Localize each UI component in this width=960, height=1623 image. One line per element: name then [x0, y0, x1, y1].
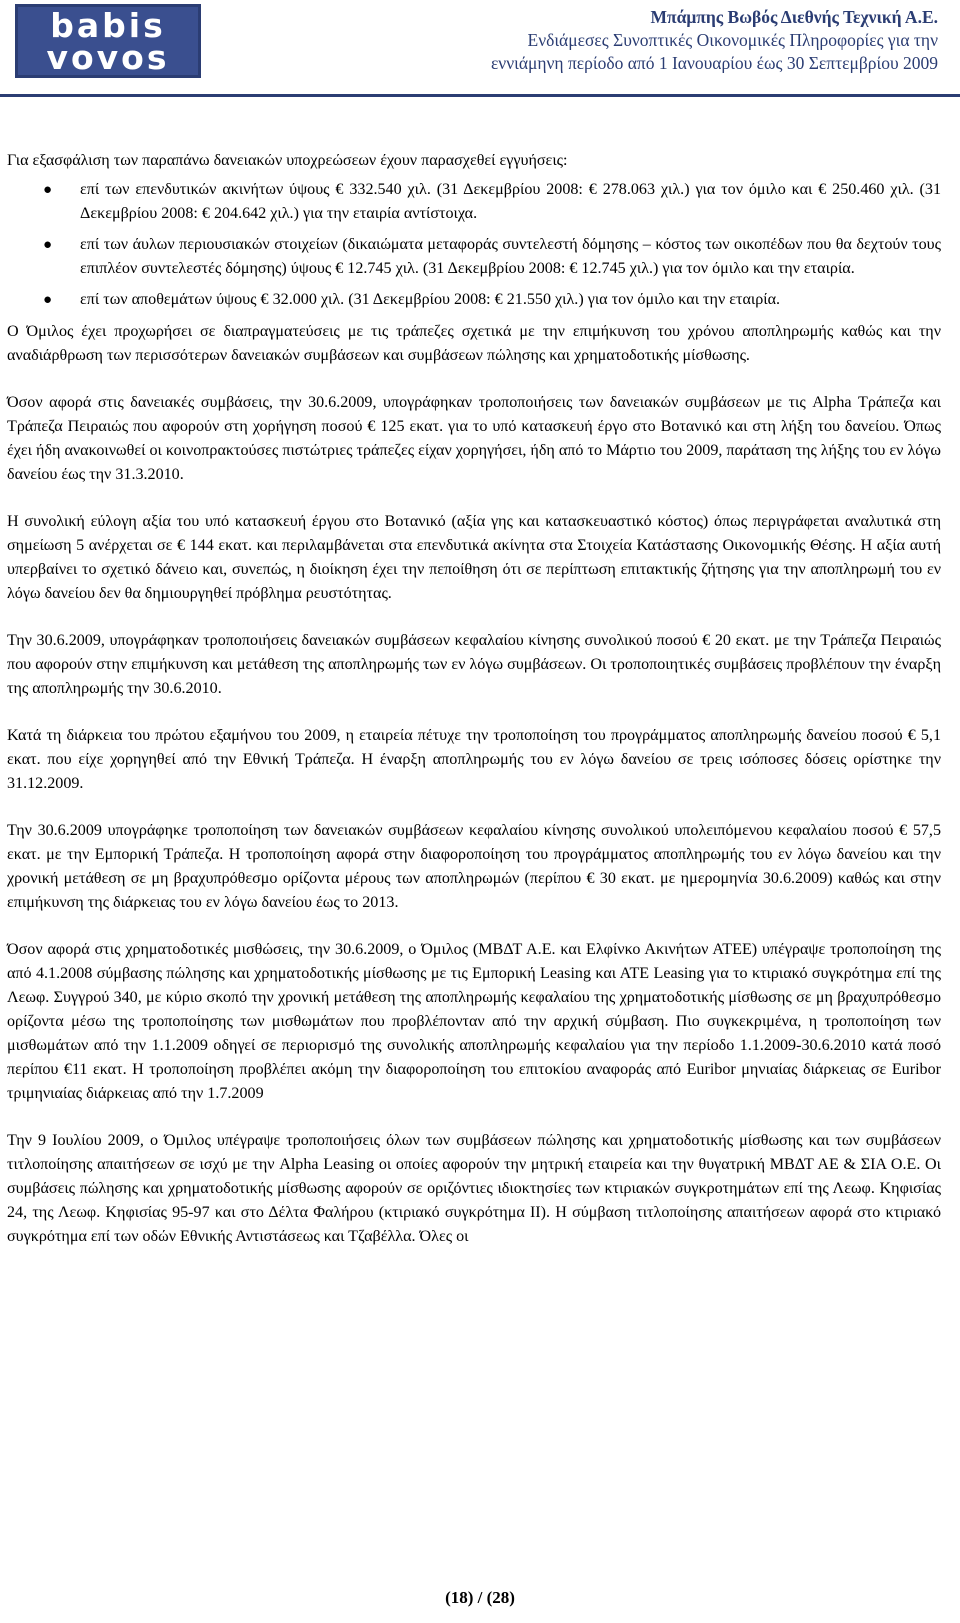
header-divider [0, 94, 960, 97]
paragraph-alpha-leasing: Την 9 Ιουλίου 2009, ο Όμιλος υπέγραψε τροποποιήσεις όλων των συμβάσεων πώλησης και χρηματοδοτικής μίσθωσης και των συμβάσεων τιτλοποίησης απαιτήσεων σε ισχύ με την Alpha Leasing οι οποίες αφορούν την μητρική εταιρεία και την θυγατρική ΜΒΔΤ ΑΕ & ΣΙΑ Ο.Ε. Οι συμβάσεις πώλησης και χρηματοδοτικής μίσθωσης αφορούν σε οριζόντιες ιδιοκτησίες των κτιριακών συγκροτημάτων επί της Λεωφ. Κηφισίας 24, της Λεωφ. Κηφισίας 95-97 και στο Δέλτα Φαλήρου (κτιριακό συγκρότημα ΙΙ). Η σύμβαση τιτλοποίησης απαιτήσεων αφορά στο κτιριακό συγκρότημα επί των οδών Εθνικής Αντιστάσεως και Τζαβέλλα. Όλες οι [7, 1132, 941, 1245]
bullet-icon: ● [43, 292, 53, 308]
bullet-icon: ● [43, 182, 53, 198]
paragraph-botaniko-value: Η συνολική εύλογη αξία του υπό κατασκευή έργου στο Βοτανικό (αξία γης και κατασκευαστικό κόστος) όπως περιγράφεται αναλυτικά στη σημείωση 5 ανέρχεται σε € 144 εκατ. και περιλαμβάνεται στα επενδυτικά ακίνητα στα Στοιχεία Κατάστασης Οικονομικής Θέσης. Η αξία αυτή υπερβαίνει το σχετικό δάνειο και, συνεπώς, η διοίκηση έχει την πεποίθηση ότι σε περίπτωση επιτακτικής ζήτησης για την αποπληρωμή του εν λόγω δανείου δεν θα δημιουργηθεί πρόβλημα ρευστότητας. [7, 513, 941, 602]
list-item [7, 233, 941, 281]
paragraph-loan-amendments: Όσον αφορά στις δανειακές συμβάσεις, την 30.6.2009, υπογράφηκαν τροποποιήσεις των δανειακών συμβάσεων με τις Alpha Τράπεζα και Τράπεζα Πειραιώς που αφορούν στη χορήγηση ποσού € 125 εκατ. για το υπό κατασκευή έργο στο Βοτανικό και στη λήξη του δανείου. Όπως έχει ήδη ανακοινωθεί οι κοινοπρακτούσες πιστώτριες τράπεζες είχαν χορηγήσει, ήδη από το Μάρτιο του 2009, παράταση της λήξης του εν λόγω δανείου έως την 31.3.2010. [7, 394, 941, 483]
paragraph-negotiations: Ο Όμιλος έχει προχωρήσει σε διαπραγματεύσεις με τις τράπεζες σχετικά με την επιμήκυνση του χρόνου αποπληρωμής καθώς και την αναδιάρθρωση των περισσότερων δανειακών συμβάσεων και συμβάσεων πώλησης και χρηματοδοτικής μίσθωσης. [7, 323, 941, 364]
paragraph-national-bank: Κατά τη διάρκεια του πρώτου εξαμήνου του 2009, η εταιρεία πέτυχε την τροποποίηση του προγράμματος αποπληρωμής δανείου ποσού € 5,1 εκατ. που είχε χορηγηθεί από την Εθνική Τράπεζα. Η έναρξη αποπληρωμής του εν λόγω δανείου σε τρεις ισόποσες δόσεις ορίστηκε την 31.12.2009. [7, 727, 941, 792]
list-item-text: επί των άυλων περιουσιακών στοιχείων (δικαιώματα μεταφοράς συντελεστή δόμησης – κόστος των οικοπέδων που θα δεχτούν τους επιπλέον συντελεστές δόμησης) ύψους € 12.745 χιλ. (31 Δεκεμβρίου 2008: € 12.745 χιλ.) για τον όμιλο και την εταιρία. [80, 236, 941, 277]
bullet-icon: ● [43, 237, 53, 253]
paragraph-emporiki-bank: Την 30.6.2009 υπογράφηκε τροποποίηση των δανειακών συμβάσεων κεφαλαίου κίνησης συνολικού υπολειπόμενου κεφαλαίου ποσού € 57,5 εκατ. με την Εμπορική Τράπεζα. Η τροποποίηση αφορά στην διαφοροποίηση του προγράμματος αποπληρωμής του εν λόγω δανείου και την χρονική μετάθεση σε μη βραχυπρόθεσμο ορίζοντα μέρους των αποπληρωμών (περίπου € 30 εκατ. με ημερομηνία 30.6.2009) καθώς και στην επιμήκυνση της διάρκειας του εν λόγω δανείου έως το 2013. [7, 822, 941, 911]
list-item-text: επί των επενδυτικών ακινήτων ύψους € 332.540 χιλ. (31 Δεκεμβρίου 2008: € 278.063 χιλ.) για τον όμιλο και € 250.460 χιλ. (31 Δεκεμβρίου 2008: € 204.642 χιλ.) για την εταιρία αντίστοιχα. [80, 181, 941, 222]
company-name: Μπάμπης Βωβός Διεθνής Τεχνική Α.Ε. [650, 7, 938, 27]
list-item [7, 178, 941, 226]
paragraph-piraeus-working-capital: Την 30.6.2009, υπογράφηκαν τροποποιήσεις δανειακών συμβάσεων κεφαλαίου κίνησης συνολικού ποσού € 20 εκατ. με την Τράπεζα Πειραιώς που αφορούν στην επιμήκυνση και μετάθεση της αποπληρωμής των εν λόγω συμβάσεων. Οι τροποποιητικές συμβάσεις προβλέπουν την έναρξη της αποπληρωμής την 30.6.2010. [7, 632, 941, 697]
paragraph-finance-leases: Όσον αφορά στις χρηματοδοτικές μισθώσεις, την 30.6.2009, ο Όμιλος (ΜΒΔΤ Α.Ε. και Ελφίνκο Ακινήτων ΑΤΕΕ) υπέγραψε τροποποίηση της από 4.1.2008 σύμβασης πώλησης και χρηματοδοτικής μίσθωσης με τις Εμπορική Leasing και ΑΤΕ Leasing για το κτιριακό συγκρότημα επί της Λεωφ. Συγγρού 340, με κύριο σκοπό την χρονική μετάθεση της αποπληρωμής κεφαλαίου της χρηματοδοτικής μίσθωσης σε μη βραχυπρόθεσμο ορίζοντα μέσω της τροποποίησης των μισθωμάτων που προβλέπονταν από την αρχική σύμβαση. Πιο συγκεκριμένα, η τροποποίηση των μισθωμάτων από την 1.1.2009 οδηγεί σε περιορισμό της συνολικής αποπληρωμής κεφαλαίου για την περίοδο 1.1.2009-30.6.2010 κατά ποσό περίπου €11 εκατ. Η τροποποίηση προβλέπει ακόμη την διαφοροποίηση του επιτοκίου αναφοράς από Euribor μηνιαίας διάρκειας σε Euribor τριμηνιαίας διάρκειας από την 1.7.2009 [7, 941, 941, 1102]
guarantees-list [7, 178, 941, 312]
report-subtitle-line-2: εννιάμηνη περίοδο από 1 Ιανουαρίου έως 30 Σεπτεμβρίου 2009 [490, 53, 938, 73]
list-item [7, 288, 941, 312]
document-header [491, 6, 938, 75]
guarantees-intro: Για εξασφάλιση των παραπάνω δανειακών υποχρεώσεων έχουν παρασχεθεί εγγυήσεις: [7, 152, 568, 169]
report-subtitle-line-1: Ενδιάμεσες Συνοπτικές Οικονομικές Πληροφορίες για την [527, 30, 938, 50]
company-logo [15, 4, 201, 78]
logo-text-bottom: vovos [46, 38, 170, 77]
list-item-text: επί των αποθεμάτων ύψους € 32.000 χιλ. (31 Δεκεμβρίου 2008: € 21.550 χιλ.) για τον όμιλο και την εταιρία. [80, 291, 781, 308]
logo-text-top: babis [50, 6, 166, 45]
document-body [7, 149, 941, 1272]
page-number: (18) / (28) [445, 1588, 515, 1607]
